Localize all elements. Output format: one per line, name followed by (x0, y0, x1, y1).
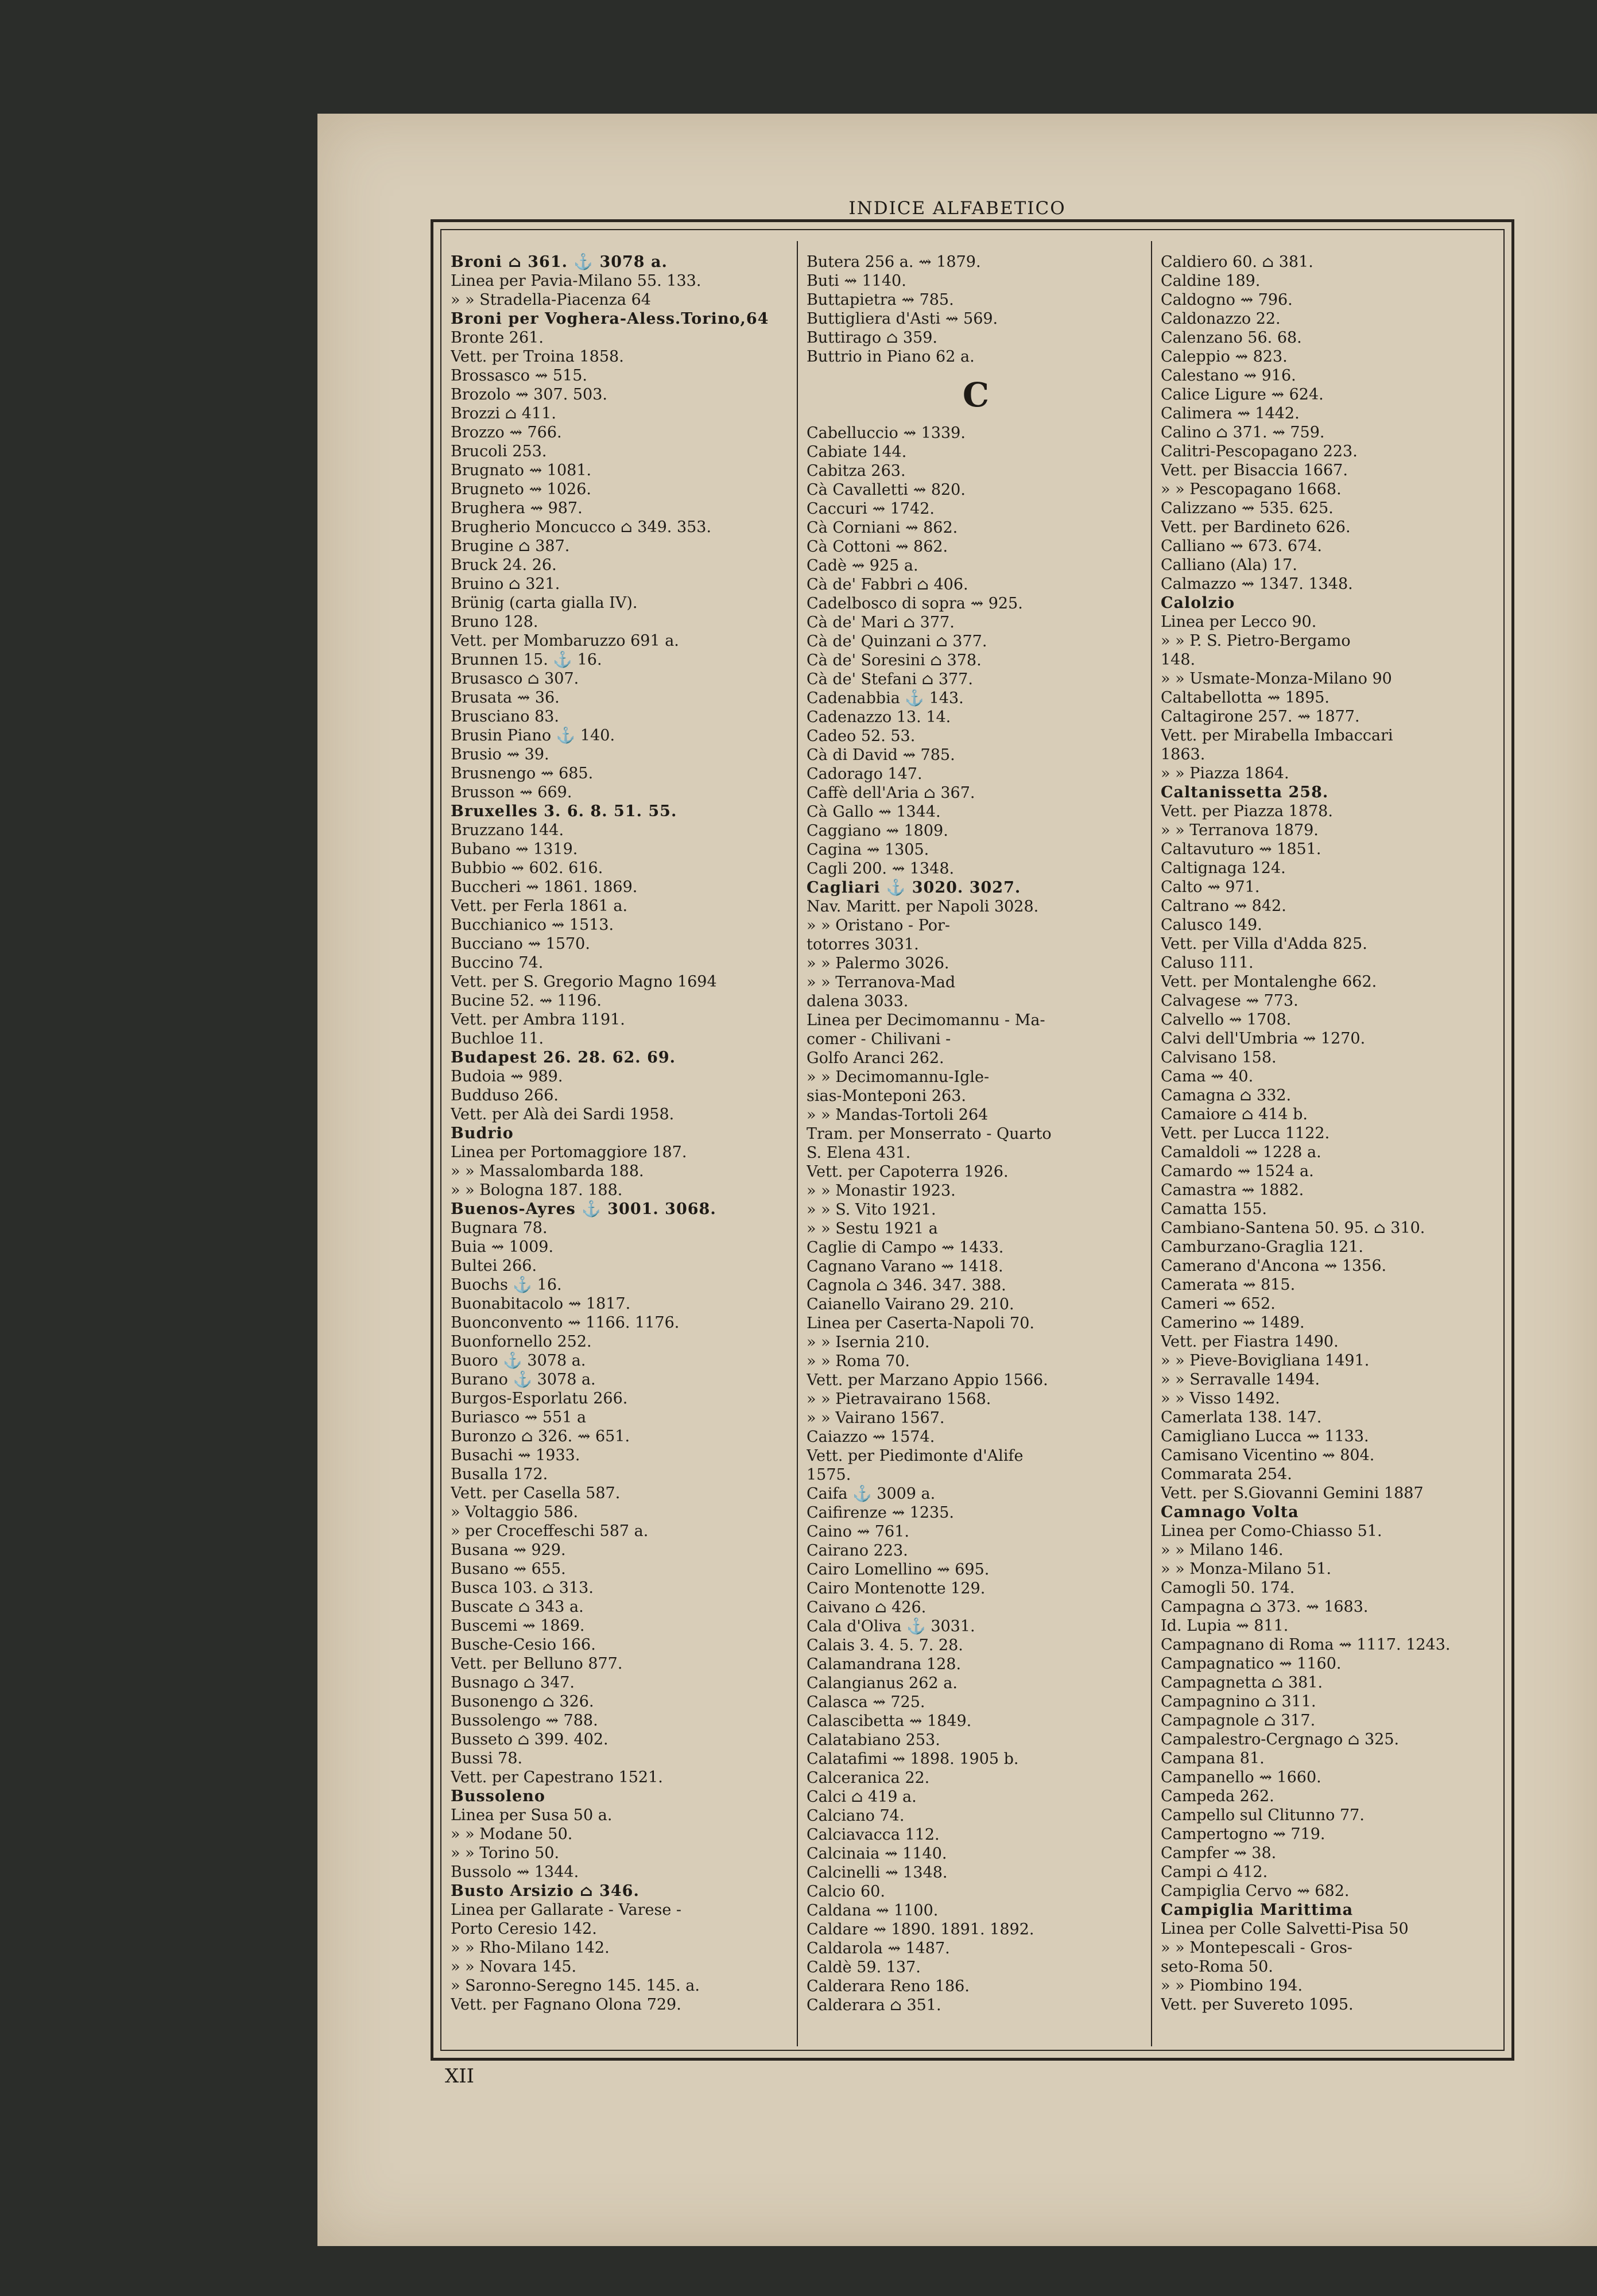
index-entry: Caleppio ⇝ 823. (1161, 348, 1288, 366)
index-entry: Calenzano 56. 68. (1161, 329, 1302, 347)
index-entry: Golfo Aranci 262. (807, 1049, 944, 1067)
index-entry: Calangianus 262 a. (807, 1674, 958, 1692)
index-entry: Cadorago 147. (807, 765, 922, 783)
index-entry: Commarata 254. (1161, 1465, 1292, 1483)
index-entry: Caldana ⇝ 1100. (807, 1902, 939, 1919)
index-entry: Buia ⇝ 1009. (451, 1238, 554, 1256)
index-entry: Cabelluccio ⇝ 1339. (807, 424, 966, 442)
index-entry: Calcio 60. (807, 1883, 885, 1901)
index-entry: Camisano Vicentino ⇝ 804. (1161, 1446, 1375, 1464)
index-entry: » » Roma 70. (807, 1352, 910, 1370)
index-entry: Caltagirone 257. ⇝ 1877. (1161, 708, 1360, 726)
index-entry: Caivano ⌂ 426. (807, 1599, 927, 1616)
index-entry: Camerata ⇝ 815. (1161, 1276, 1296, 1294)
index-entry: » » Isernia 210. (807, 1333, 930, 1351)
index-entry: Calci ⌂ 419 a. (807, 1788, 917, 1806)
index-entry: Linea per Como-Chiasso 51. (1161, 1522, 1382, 1540)
index-entry: Campana 81. (1161, 1750, 1265, 1767)
index-entry: Brucoli 253. (451, 443, 547, 460)
index-entry: Busachi ⇝ 1933. (451, 1446, 580, 1464)
index-entry: Camaldoli ⇝ 1228 a. (1161, 1143, 1321, 1161)
index-entry: Caldonazzo 22. (1161, 310, 1281, 328)
index-entry: Cà Gallo ⇝ 1344. (807, 803, 941, 821)
index-entry: Busca 103. ⌂ 313. (451, 1579, 594, 1597)
index-entry: Bruzzano 144. (451, 821, 564, 839)
index-entry: » » S. Vito 1921. (807, 1201, 936, 1219)
index-entry: Cagliari ⚓ 3020. 3027. (807, 879, 1021, 897)
index-entry: Campagna ⌂ 373. ⇝ 1683. (1161, 1598, 1369, 1616)
index-entry: Cadenabbia ⚓ 143. (807, 689, 964, 707)
index-entry: Porto Ceresio 142. (451, 1920, 597, 1938)
index-entry: » » Torino 50. (451, 1844, 560, 1862)
index-entry: » » Bologna 187. 188. (451, 1181, 623, 1199)
index-entry: 148. (1161, 651, 1196, 669)
index-entry: Bucciano ⇝ 1570. (451, 935, 590, 953)
index-entry: Butera 256 a. ⇝ 1879. (807, 253, 981, 271)
index-entry: Caltavuturo ⇝ 1851. (1161, 840, 1321, 858)
index-entry: Vett. per Lucca 1122. (1161, 1124, 1330, 1142)
index-entry: Calcinelli ⇝ 1348. (807, 1864, 948, 1882)
index-entry: Linea per Portomaggiore 187. (451, 1143, 687, 1161)
index-entry: Linea per Gallarate - Varese - (451, 1901, 682, 1919)
index-entry: Cadelbosco di sopra ⇝ 925. (807, 595, 1023, 612)
column-divider-2 (1151, 241, 1152, 2046)
index-entry: Bussolengo ⇝ 788. (451, 1712, 598, 1729)
index-entry: Budrio (451, 1124, 514, 1142)
index-entry: S. Elena 431. (807, 1144, 911, 1162)
index-entry: Cadè ⇝ 925 a. (807, 557, 918, 575)
index-entry: Linea per Caserta-Napoli 70. (807, 1314, 1034, 1332)
index-entry: » Saronno-Seregno 145. 145. a. (451, 1977, 700, 1995)
index-entry: Campagnatico ⇝ 1160. (1161, 1655, 1342, 1673)
index-entry: Cabitza 263. (807, 462, 906, 480)
column-divider-1 (797, 241, 798, 2046)
index-entry: Caltrano ⇝ 842. (1161, 897, 1286, 915)
index-entry: Broni per Voghera-Aless.Torino,64 (451, 310, 769, 328)
index-entry: Vett. per Mombaruzzo 691 a. (451, 632, 679, 650)
index-entry: Bugnara 78. (451, 1219, 548, 1237)
index-entry: Brugneto ⇝ 1026. (451, 480, 591, 498)
index-entry: Caino ⇝ 761. (807, 1523, 909, 1541)
index-entry: Vett. per Mirabella Imbaccari (1161, 727, 1393, 744)
index-entry: Vett. per Marzano Appio 1566. (807, 1371, 1048, 1389)
index-entry: Cagina ⇝ 1305. (807, 841, 929, 859)
index-entry: Caltignaga 124. (1161, 859, 1286, 877)
index-entry: Brozzo ⇝ 766. (451, 424, 562, 441)
index-entry: Vett. per Montalenghe 662. (1161, 973, 1377, 991)
index-entry: Calciano 74. (807, 1807, 905, 1825)
index-entry: Calderara ⌂ 351. (807, 1996, 941, 2014)
index-entry: Vett. per Capoterra 1926. (807, 1163, 1009, 1181)
index-column-1 (451, 253, 789, 2043)
index-entry: Cadenazzo 13. 14. (807, 708, 951, 726)
index-entry: » » P. S. Pietro-Bergamo (1161, 632, 1351, 650)
index-entry: Campiglia Cervo ⇝ 682. (1161, 1882, 1350, 1900)
index-entry: Vett. per Bardineto 626. (1161, 518, 1351, 536)
section-letter: C (962, 375, 990, 414)
index-entry: Brossasco ⇝ 515. (451, 367, 587, 385)
index-entry: Calto ⇝ 971. (1161, 878, 1260, 896)
index-entry: Buscate ⌂ 343 a. (451, 1598, 584, 1616)
index-entry: Cairo Lomellino ⇝ 695. (807, 1561, 990, 1578)
index-entry: Campanello ⇝ 1660. (1161, 1768, 1321, 1786)
index-entry: Caggiano ⇝ 1809. (807, 822, 948, 840)
index-entry: Buonabitacolo ⇝ 1817. (451, 1295, 631, 1313)
index-entry: » » Pietravairano 1568. (807, 1390, 991, 1408)
index-entry: » » Pescopagano 1668. (1161, 480, 1342, 498)
index-entry: Camagna ⌂ 332. (1161, 1087, 1292, 1104)
index-entry: Caldiero 60. ⌂ 381. (1161, 253, 1313, 271)
index-entry: » » Massalombarda 188. (451, 1162, 644, 1180)
index-entry: Linea per Colle Salvetti-Pisa 50 (1161, 1920, 1409, 1938)
index-entry: seto-Roma 50. (1161, 1958, 1273, 1976)
index-entry: Calvello ⇝ 1708. (1161, 1011, 1292, 1029)
index-entry: Calciavacca 112. (807, 1826, 940, 1844)
index-entry: Linea per Lecco 90. (1161, 613, 1317, 631)
index-entry: Brugherio Moncucco ⌂ 349. 353. (451, 518, 712, 536)
index-entry: Burgos-Esporlatu 266. (451, 1390, 628, 1407)
index-entry: Burano ⚓ 3078 a. (451, 1371, 596, 1389)
index-entry: Caianello Vairano 29. 210. (807, 1296, 1014, 1313)
index-entry: Cabiate 144. (807, 443, 907, 461)
index-entry: Buscemi ⇝ 1869. (451, 1617, 585, 1635)
index-entry: Camaiore ⌂ 414 b. (1161, 1106, 1308, 1123)
index-entry: Caldine 189. (1161, 272, 1261, 290)
index-entry: Caluso 111. (1161, 954, 1254, 972)
index-entry: Bucine 52. ⇝ 1196. (451, 992, 602, 1010)
index-entry: Cà de' Fabbri ⌂ 406. (807, 576, 968, 594)
index-entry: Vett. per Piedimonte d'Alife (807, 1447, 1024, 1465)
index-entry: » » Novara 145. (451, 1958, 577, 1976)
index-entry: Calvisano 158. (1161, 1049, 1277, 1066)
index-entry: Vett. per S.Giovanni Gemini 1887 (1161, 1484, 1424, 1502)
index-entry: Cà di David ⇝ 785. (807, 746, 955, 764)
index-entry: Vett. per Villa d'Adda 825. (1161, 935, 1367, 953)
index-entry: Calmazzo ⇝ 1347. 1348. (1161, 575, 1353, 593)
index-entry: Calizzano ⇝ 535. 625. (1161, 499, 1334, 517)
index-entry: » » Piazza 1864. (1161, 765, 1289, 782)
index-entry: Caltabellotta ⇝ 1895. (1161, 689, 1330, 707)
index-entry: Brozolo ⇝ 307. 503. (451, 386, 607, 404)
index-entry: Cala d'Oliva ⚓ 3031. (807, 1618, 975, 1635)
index-entry: Bucchianico ⇝ 1513. (451, 916, 614, 934)
index-entry: Cairano 223. (807, 1542, 908, 1560)
index-entry: Brunnen 15. ⚓ 16. (451, 651, 602, 669)
index-entry: Vett. per Piazza 1878. (1161, 802, 1333, 820)
index-entry: Calvagese ⇝ 773. (1161, 992, 1298, 1010)
index-entry: Linea per Decimomannu - Ma- (807, 1011, 1045, 1029)
index-entry: » » Terranova 1879. (1161, 821, 1319, 839)
index-entry: Campalestro-Cergnago ⌂ 325. (1161, 1731, 1400, 1748)
index-entry: » » Monastir 1923. (807, 1182, 956, 1200)
index-entry: Brünig (carta gialla IV). (451, 594, 638, 612)
index-entry: Vett. per Ambra 1191. (451, 1011, 625, 1029)
index-entry: » » Rho-Milano 142. (451, 1939, 610, 1957)
index-entry: Vett. per Capestrano 1521. (451, 1768, 663, 1786)
index-entry: Cameri ⇝ 652. (1161, 1295, 1276, 1313)
index-entry: Caldare ⇝ 1890. 1891. 1892. (807, 1921, 1034, 1938)
index-entry: Cà Cavalletti ⇝ 820. (807, 481, 966, 499)
index-entry: Linea per Susa 50 a. (451, 1806, 613, 1824)
index-entry: Calimera ⇝ 1442. (1161, 405, 1300, 422)
index-entry: 1863. (1161, 746, 1205, 763)
index-entry: Vett. per Suvereto 1095. (1161, 1996, 1354, 2014)
index-entry: Campi ⌂ 412. (1161, 1863, 1268, 1881)
index-entry: » » Mandas-Tortoli 264 (807, 1106, 989, 1124)
index-entry: Brughera ⇝ 987. (451, 499, 583, 517)
index-entry: Vett. per Belluno 877. (451, 1655, 623, 1673)
index-entry: Caltanissetta 258. (1161, 784, 1329, 801)
index-entry: Buronzo ⌂ 326. ⇝ 651. (451, 1428, 630, 1445)
index-entry: Nav. Maritt. per Napoli 3028. (807, 898, 1039, 916)
index-entry: Buchloe 11. (451, 1030, 544, 1048)
index-entry: Camburzano-Graglia 121. (1161, 1238, 1363, 1256)
index-entry: Calliano ⇝ 673. 674. (1161, 537, 1323, 555)
index-entry: Id. Lupia ⇝ 811. (1161, 1617, 1289, 1635)
index-entry: Caffè dell'Aria ⌂ 367. (807, 784, 975, 802)
index-entry: totorres 3031. (807, 936, 919, 953)
index-entry: Camerano d'Ancona ⇝ 1356. (1161, 1257, 1387, 1275)
index-entry: Campagnetta ⌂ 381. (1161, 1674, 1323, 1692)
index-entry: Camerino ⇝ 1489. (1161, 1314, 1305, 1332)
index-entry: Buccheri ⇝ 1861. 1869. (451, 878, 638, 896)
index-entry: » » Milano 146. (1161, 1541, 1284, 1559)
index-column-3 (1161, 253, 1511, 2043)
index-entry: » » Pieve-Bovigliana 1491. (1161, 1352, 1370, 1370)
index-entry: Brusnengo ⇝ 685. (451, 765, 594, 782)
index-entry: Caifirenze ⇝ 1235. (807, 1504, 954, 1522)
index-entry: Calasca ⇝ 725. (807, 1693, 925, 1711)
index-entry: Caiazzo ⇝ 1574. (807, 1428, 935, 1446)
index-entry: Campello sul Clitunno 77. (1161, 1806, 1365, 1824)
index-entry: Bruno 128. (451, 613, 538, 631)
index-entry: » » Sestu 1921 a (807, 1220, 938, 1238)
index-entry: Caldè 59. 137. (807, 1958, 921, 1976)
index-entry: Bruino ⌂ 321. (451, 575, 560, 593)
index-entry: Calestano ⇝ 916. (1161, 367, 1296, 385)
index-entry: Buonconvento ⇝ 1166. 1176. (451, 1314, 680, 1332)
index-entry: Linea per Pavia-Milano 55. 133. (451, 272, 701, 290)
index-entry: Brusciano 83. (451, 708, 560, 726)
index-entry: Busto Arsizio ⌂ 346. (451, 1882, 639, 1900)
index-entry: Budapest 26. 28. 62. 69. (451, 1049, 676, 1066)
index-entry: Busana ⇝ 929. (451, 1541, 566, 1559)
index-entry: Tram. per Monserrato - Quarto (807, 1125, 1052, 1143)
index-entry: Brusio ⇝ 39. (451, 746, 549, 763)
index-entry: Campagnano di Roma ⇝ 1117. 1243. (1161, 1636, 1451, 1654)
index-entry: Vett. per Bisaccia 1667. (1161, 461, 1348, 479)
index-entry: Calderara Reno 186. (807, 1977, 970, 1995)
index-entry: » » Piombino 194. (1161, 1977, 1303, 1995)
index-entry: Brusata ⇝ 36. (451, 689, 560, 707)
index-entry: Buriasco ⇝ 551 a (451, 1409, 587, 1426)
index-entry: Cagnola ⌂ 346. 347. 388. (807, 1277, 1006, 1294)
index-entry: Buccino 74. (451, 954, 544, 972)
index-entry: Camastra ⇝ 1882. (1161, 1181, 1304, 1199)
index-entry: Calice Ligure ⇝ 624. (1161, 386, 1324, 404)
index-entry: Cà Cottoni ⇝ 862. (807, 538, 948, 556)
index-entry: Busalla 172. (451, 1465, 548, 1483)
index-entry: Broni ⌂ 361. ⚓ 3078 a. (451, 253, 668, 271)
index-entry: Caglie di Campo ⇝ 1433. (807, 1239, 1004, 1256)
index-entry: Buoro ⚓ 3078 a. (451, 1352, 586, 1370)
index-entry: Caldarola ⇝ 1487. (807, 1940, 950, 1957)
index-entry: Campertogno ⇝ 719. (1161, 1825, 1325, 1843)
index-entry: Busano ⇝ 655. (451, 1560, 566, 1578)
index-entry: Brugnato ⇝ 1081. (451, 461, 592, 479)
index-entry: Brozzi ⌂ 411. (451, 405, 556, 422)
index-entry: Cà de' Quinzani ⌂ 377. (807, 633, 987, 650)
index-entry: Caldogno ⇝ 796. (1161, 291, 1293, 309)
index-entry: Vett. per S. Gregorio Magno 1694 (451, 973, 717, 991)
index-entry: sias-Monteponi 263. (807, 1087, 966, 1105)
index-entry: » » Monza-Milano 51. (1161, 1560, 1332, 1578)
index-entry: Busonengo ⌂ 326. (451, 1693, 594, 1711)
index-entry: Buttrio in Piano 62 a. (807, 348, 975, 366)
index-entry: Calolzio (1161, 594, 1235, 612)
index-entry: Cama ⇝ 40. (1161, 1068, 1254, 1085)
index-entry: Vett. per Fiastra 1490. (1161, 1333, 1339, 1351)
index-entry: Camardo ⇝ 1524 a. (1161, 1162, 1314, 1180)
index-entry: Brusson ⇝ 669. (451, 784, 572, 801)
index-entry: Bussi 78. (451, 1750, 523, 1767)
index-entry: Busseto ⌂ 399. 402. (451, 1731, 608, 1748)
index-entry: » » Usmate-Monza-Milano 90 (1161, 670, 1392, 688)
index-entry: Camogli 50. 174. (1161, 1579, 1295, 1597)
index-entry: dalena 3033. (807, 992, 909, 1010)
index-entry: Buttapietra ⇝ 785. (807, 291, 954, 309)
index-entry: Cà de' Mari ⌂ 377. (807, 614, 955, 631)
index-entry: Vett. per Casella 587. (451, 1484, 621, 1502)
index-entry: Calceranica 22. (807, 1769, 930, 1787)
index-entry: Cà de' Soresini ⌂ 378. (807, 651, 982, 669)
index-entry: » » Terranova-Mad (807, 974, 956, 991)
index-entry: Bussoleno (451, 1787, 545, 1805)
index-entry: Calliano (Ala) 17. (1161, 556, 1297, 574)
index-entry: » » Palermo 3026. (807, 955, 949, 972)
index-entry: » » Serravalle 1494. (1161, 1371, 1320, 1389)
index-entry: Calamandrana 128. (807, 1655, 962, 1673)
index-entry: Caifa ⚓ 3009 a. (807, 1485, 936, 1503)
index-entry: Campfer ⇝ 38. (1161, 1844, 1277, 1862)
index-entry: Budoia ⇝ 989. (451, 1068, 563, 1085)
index-entry: » per Croceffeschi 587 a. (451, 1522, 649, 1540)
index-entry: Calcinaia ⇝ 1140. (807, 1845, 947, 1863)
index-entry: Brugine ⌂ 387. (451, 537, 570, 555)
index-entry: Campeda 262. (1161, 1787, 1274, 1805)
index-entry: » » Montepescali - Gros- (1161, 1939, 1352, 1957)
index-entry: Buochs ⚓ 16. (451, 1276, 562, 1294)
index-entry: Calitri-Pescopagano 223. (1161, 443, 1358, 460)
index-entry: Calvi dell'Umbria ⇝ 1270. (1161, 1030, 1366, 1048)
index-entry: Calascibetta ⇝ 1849. (807, 1712, 972, 1730)
index-entry: 1575. (807, 1466, 851, 1484)
index-entry: Caccuri ⇝ 1742. (807, 500, 935, 518)
index-entry: Buttirago ⌂ 359. (807, 329, 938, 347)
index-entry: Calatafimi ⇝ 1898. 1905 b. (807, 1750, 1019, 1768)
index-entry: Calino ⌂ 371. ⇝ 759. (1161, 424, 1325, 441)
index-entry: Cagli 200. ⇝ 1348. (807, 860, 955, 878)
index-entry: Buttigliera d'Asti ⇝ 569. (807, 310, 998, 328)
index-entry: Bronte 261. (451, 329, 544, 347)
index-entry: Vett. per Troina 1858. (451, 348, 624, 366)
index-entry: comer - Chilivani - (807, 1030, 951, 1048)
index-entry: » » Visso 1492. (1161, 1390, 1280, 1407)
index-entry: Calusco 149. (1161, 916, 1262, 934)
index-entry: » Voltaggio 586. (451, 1503, 579, 1521)
index-entry: » » Stradella-Piacenza 64 (451, 291, 651, 309)
index-entry: Camnago Volta (1161, 1503, 1299, 1521)
index-entry: Cairo Montenotte 129. (807, 1580, 986, 1597)
index-entry: Brusasco ⌂ 307. (451, 670, 579, 688)
index-entry: Budduso 266. (451, 1087, 559, 1104)
index-entry: Campagnino ⌂ 311. (1161, 1693, 1316, 1711)
index-entry: Bruxelles 3. 6. 8. 51. 55. (451, 802, 677, 820)
index-entry: Bruck 24. 26. (451, 556, 557, 574)
index-entry: Vett. per Fagnano Olona 729. (451, 1996, 681, 2014)
index-entry: Campiglia Marittima (1161, 1901, 1354, 1919)
index-entry: Vett. per Alà dei Sardi 1958. (451, 1106, 675, 1123)
index-entry: » » Modane 50. (451, 1825, 573, 1843)
index-entry: Busnago ⌂ 347. (451, 1674, 575, 1692)
index-entry: Camerlata 138. 147. (1161, 1409, 1322, 1426)
index-entry: Cà de' Stefani ⌂ 377. (807, 670, 973, 688)
index-column-2 (807, 253, 1145, 2043)
index-entry: Bultei 266. (451, 1257, 537, 1275)
index-entry: Buonfornello 252. (451, 1333, 592, 1351)
index-entry: » » Decimomannu-Igle- (807, 1068, 990, 1086)
index-entry: » » Oristano - Por- (807, 917, 950, 934)
index-entry: Bussolo ⇝ 1344. (451, 1863, 579, 1881)
index-entry: » » Vairano 1567. (807, 1409, 945, 1427)
page-header: INDICE ALFABETICO (848, 198, 1066, 219)
index-entry: Calatabiano 253. (807, 1731, 940, 1749)
index-entry: Cà Corniani ⇝ 862. (807, 519, 958, 537)
index-entry: Bubano ⇝ 1319. (451, 840, 578, 858)
index-entry: Cagnano Varano ⇝ 1418. (807, 1258, 1003, 1275)
index-entry: Bubbio ⇝ 602. 616. (451, 859, 603, 877)
index-entry: Brusin Piano ⚓ 140. (451, 727, 615, 744)
index-entry: Calais 3. 4. 5. 7. 28. (807, 1636, 963, 1654)
index-entry: Vett. per Ferla 1861 a. (451, 897, 628, 915)
page-number: XII (445, 2065, 475, 2088)
index-entry: Campagnole ⌂ 317. (1161, 1712, 1316, 1729)
index-entry: Buenos-Ayres ⚓ 3001. 3068. (451, 1200, 716, 1218)
index-entry: Cadeo 52. 53. (807, 727, 916, 745)
index-entry: Buti ⇝ 1140. (807, 272, 906, 290)
index-entry: Busche-Cesio 166. (451, 1636, 596, 1654)
index-entry: Cambiano-Santena 50. 95. ⌂ 310. (1161, 1219, 1425, 1237)
index-entry: Camatta 155. (1161, 1200, 1267, 1218)
index-entry: Camigliano Lucca ⇝ 1133. (1161, 1428, 1369, 1445)
